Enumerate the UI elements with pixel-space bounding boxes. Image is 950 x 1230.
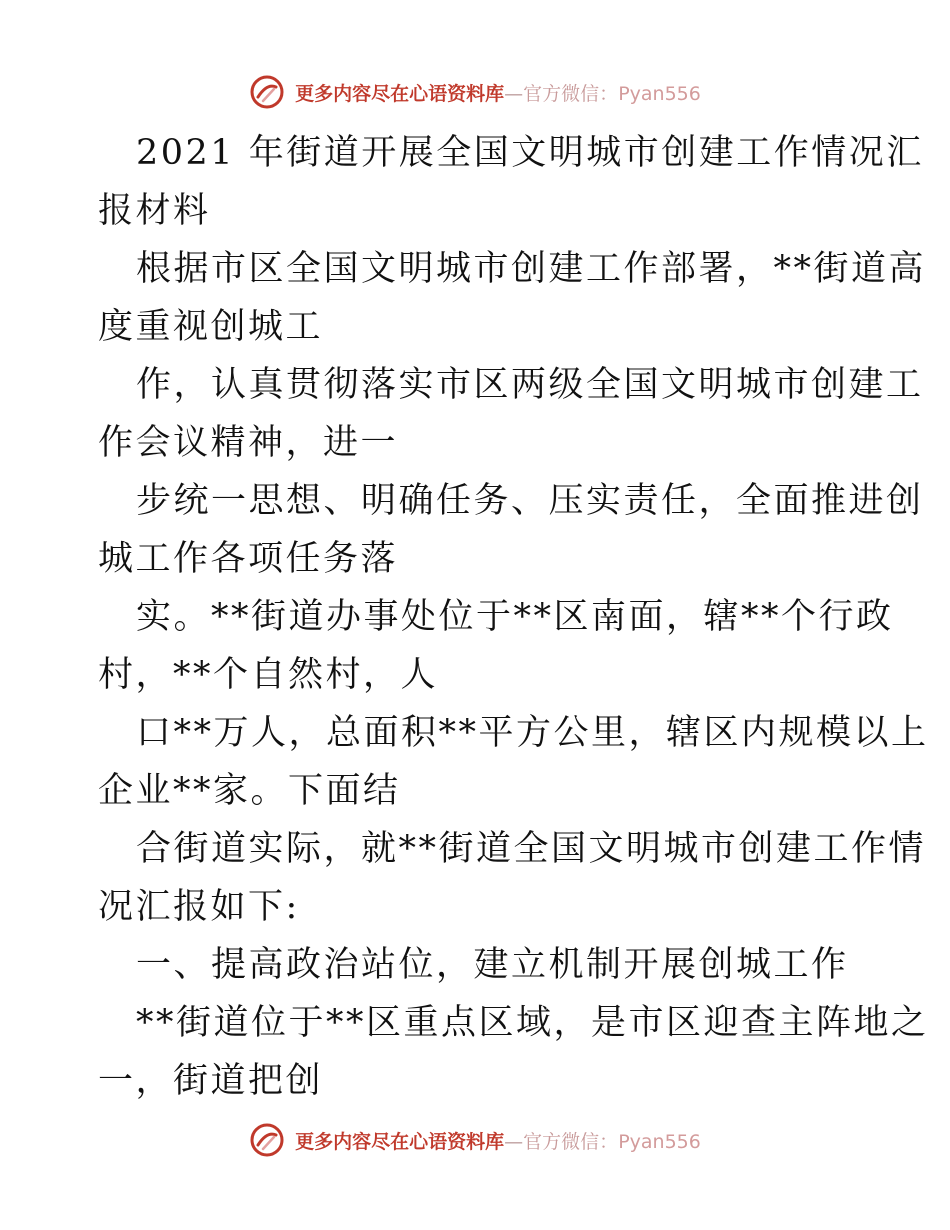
doc-paragraph-line: 城工作各项任务落 [98, 539, 399, 579]
header-banner [0, 72, 950, 112]
banner-wechat-id: Pyan556 [618, 82, 701, 105]
brand-logo-icon [249, 74, 285, 110]
banner-text [295, 79, 701, 106]
banner-wechat-label: 官方微信： [523, 82, 619, 105]
banner-main-text: 更多内容尽在心语资料库 [295, 82, 505, 105]
doc-paragraph-line: 实。**街道办事处位于**区南面，辖**个行政 [136, 597, 894, 637]
footer-banner [0, 1120, 950, 1160]
doc-paragraph-line: 合街道实际，就**街道全国文明城市创建工作情 [136, 829, 927, 869]
doc-title-line-2: 报材料 [98, 191, 211, 231]
doc-paragraph-line: 步统一思想、明确任务、压实责任，全面推进创 [136, 481, 924, 521]
banner-dash: — [504, 82, 524, 105]
doc-paragraph-line: 口**万人，总面积**平方公里，辖区内规模以上 [136, 713, 929, 753]
doc-paragraph-line: 一，街道把创 [98, 1061, 324, 1101]
doc-paragraph-line: 作会议精神，进一 [98, 423, 399, 463]
doc-title-line-1: 2021 年街道开展全国文明城市创建工作情况汇 [136, 133, 924, 173]
doc-paragraph-line: 度重视创城工 [98, 307, 324, 347]
banner-main-text: 更多内容尽在心语资料库 [295, 1130, 505, 1153]
doc-paragraph-line: 根据市区全国文明城市创建工作部署，**街道高 [136, 249, 927, 289]
banner-wechat-id: Pyan556 [618, 1130, 701, 1153]
doc-paragraph-line: 企业**家。下面结 [98, 771, 401, 811]
banner-text [295, 1127, 701, 1154]
doc-paragraph-line: **街道位于**区重点区域，是市区迎查主阵地之 [136, 1003, 929, 1043]
doc-section-heading: 一、提高政治站位，建立机制开展创城工作 [136, 945, 849, 985]
brand-logo-icon [249, 1122, 285, 1158]
doc-paragraph-line: 作，认真贯彻落实市区两级全国文明城市创建工 [136, 365, 924, 405]
banner-wechat-label: 官方微信： [523, 1130, 619, 1153]
doc-paragraph-line: 村，**个自然村，人 [98, 655, 439, 695]
doc-paragraph-line: 况汇报如下: [98, 887, 300, 927]
banner-dash: — [504, 1130, 524, 1153]
